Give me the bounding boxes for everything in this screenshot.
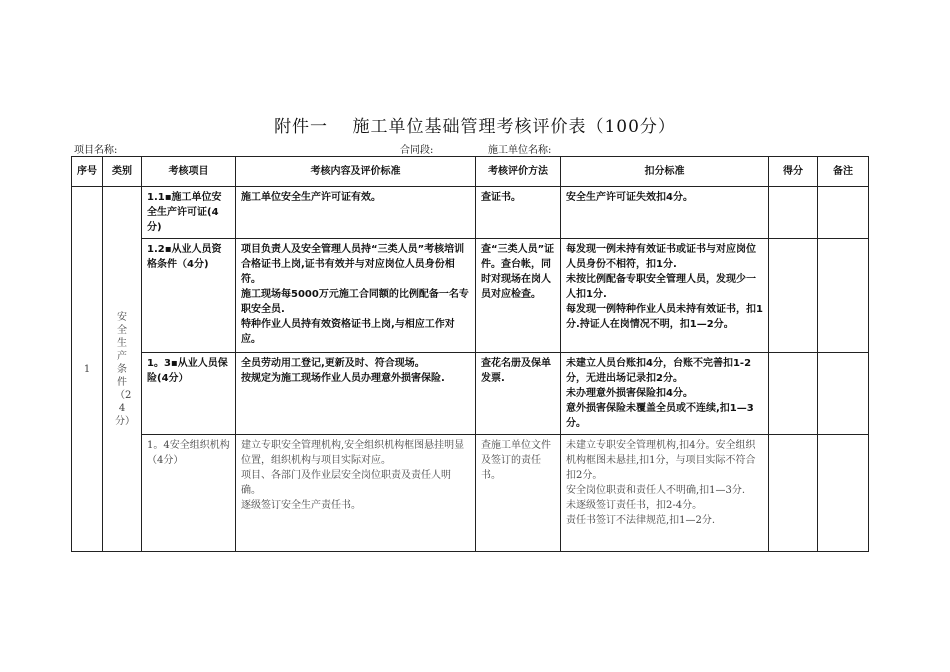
deduction-line: 未按比例配备专职安全管理人员，发现少一人扣1分.: [566, 274, 756, 300]
table-header-row: [72, 157, 869, 187]
content-line: 建立专职安全管理机构,安全组织机构框图悬挂明显位置，组织机构与项目实际对应。: [241, 440, 465, 466]
score-cell[interactable]: [769, 435, 818, 552]
remark-cell[interactable]: [818, 353, 869, 435]
content-line: 施工单位安全生产许可证有效。: [241, 192, 381, 203]
content-line: 施工现场每5000万元施工合同额的比例配备一名专职安全员.: [241, 289, 469, 315]
content-cell: [236, 435, 476, 552]
deduction-line: 每发现一例特种作业人员未持有效证书，扣1分.持证人在岗情况不明，扣1—2分。: [566, 304, 763, 330]
page-title: 附件一 施工单位基础管理考核评价表（100分）: [274, 117, 676, 137]
method-cell: 查“三类人员”证件。查台帐，同时对现场在岗人员对应检查。: [476, 239, 561, 353]
deduction-line: 未建立人员台账扣4分，台账不完善扣1-2分，无进出场记录扣2分。: [566, 358, 752, 384]
header-deduction: 扣分标准: [561, 157, 769, 187]
method-cell: 查花名册及保单发票.: [476, 353, 561, 435]
content-line: 逐级签订安全生产责任书。: [241, 500, 361, 511]
remark-cell[interactable]: [818, 239, 869, 353]
content-line: 项目负责人及安全管理人员持“三类人员”考核培训合格证书上岗,证书有效并与对应岗位人员身份相符。: [241, 244, 465, 285]
deduction-cell: [561, 353, 769, 435]
project-name-label: 项目名称:: [74, 145, 118, 156]
method-cell: 查证书。: [476, 187, 561, 239]
item-cell: 1。4安全组织机构（4分）: [142, 435, 236, 552]
header-score: 得分: [769, 157, 818, 187]
deduction-line: 未办理意外损害保险扣4分。: [566, 388, 693, 399]
score-cell[interactable]: [769, 353, 818, 435]
remark-cell[interactable]: [818, 187, 869, 239]
method-cell: 查施工单位文件及签订的责任书。: [476, 435, 561, 552]
content-cell: [236, 239, 476, 353]
seq-number: 1: [72, 187, 103, 552]
unit-name-label: 施工单位名称:: [488, 145, 552, 156]
deduction-line: 每发现一例未持有效证书或证书与对应岗位人员身份不相符，扣1分.: [566, 244, 756, 270]
table-row: [72, 435, 869, 552]
contract-label: 合同段:: [400, 145, 434, 156]
score-cell[interactable]: [769, 239, 818, 353]
item-cell: 1.2▪从业人员资格条件（4分): [142, 239, 236, 353]
deduction-line: 意外损害保险未覆盖全员或不连续,扣1—3分。: [566, 403, 754, 429]
deduction-line: 安全岗位职责和责任人不明确,扣1—3分.: [566, 485, 746, 496]
table-row: [72, 239, 869, 353]
item-cell: 1。3▪从业人员保险(4分）: [142, 353, 236, 435]
table-row: [72, 353, 869, 435]
item-cell: 1.1▪施工单位安全生产许可证(4分): [142, 187, 236, 239]
category-cell: [103, 187, 142, 552]
deduction-cell: [561, 187, 769, 239]
header-content: 考核内容及评价标准: [236, 157, 476, 187]
remark-cell[interactable]: [818, 435, 869, 552]
content-cell: [236, 353, 476, 435]
header-item: 考核项目: [142, 157, 236, 187]
table-row: [72, 187, 869, 239]
content-cell: [236, 187, 476, 239]
header-category: 类别: [103, 157, 142, 187]
evaluation-table: [71, 156, 869, 552]
deduction-line: 责任书签订不法律规范,扣1—2分.: [566, 515, 716, 526]
deduction-cell: [561, 239, 769, 353]
deduction-cell: [561, 435, 769, 552]
score-cell[interactable]: [769, 187, 818, 239]
content-line: 特种作业人员持有效资格证书上岗,与相应工作对应。: [241, 319, 455, 345]
content-line: 项目、各部门及作业层安全岗位职责及责任人明确。: [241, 470, 451, 496]
header-remark: 备注: [818, 157, 869, 187]
deduction-line: 未建立专职安全管理机构,扣4分。安全组织机构框图未悬挂,扣1分，与项目实际不符合扣2分。: [566, 440, 756, 481]
deduction-line: 未逐级签订责任书，扣2-4分。: [566, 500, 703, 511]
content-line: 按规定为施工现场作业人员办理意外损害保险.: [241, 373, 445, 384]
header-seq: 序号: [72, 157, 103, 187]
category-label: 安全生产条件（24分）: [115, 311, 135, 427]
header-method: 考核评价方法: [476, 157, 561, 187]
content-line: 全员劳动用工登记,更新及时、符合现场。: [241, 358, 425, 369]
deduction-line: 安全生产许可证失效扣4分。: [566, 192, 693, 203]
